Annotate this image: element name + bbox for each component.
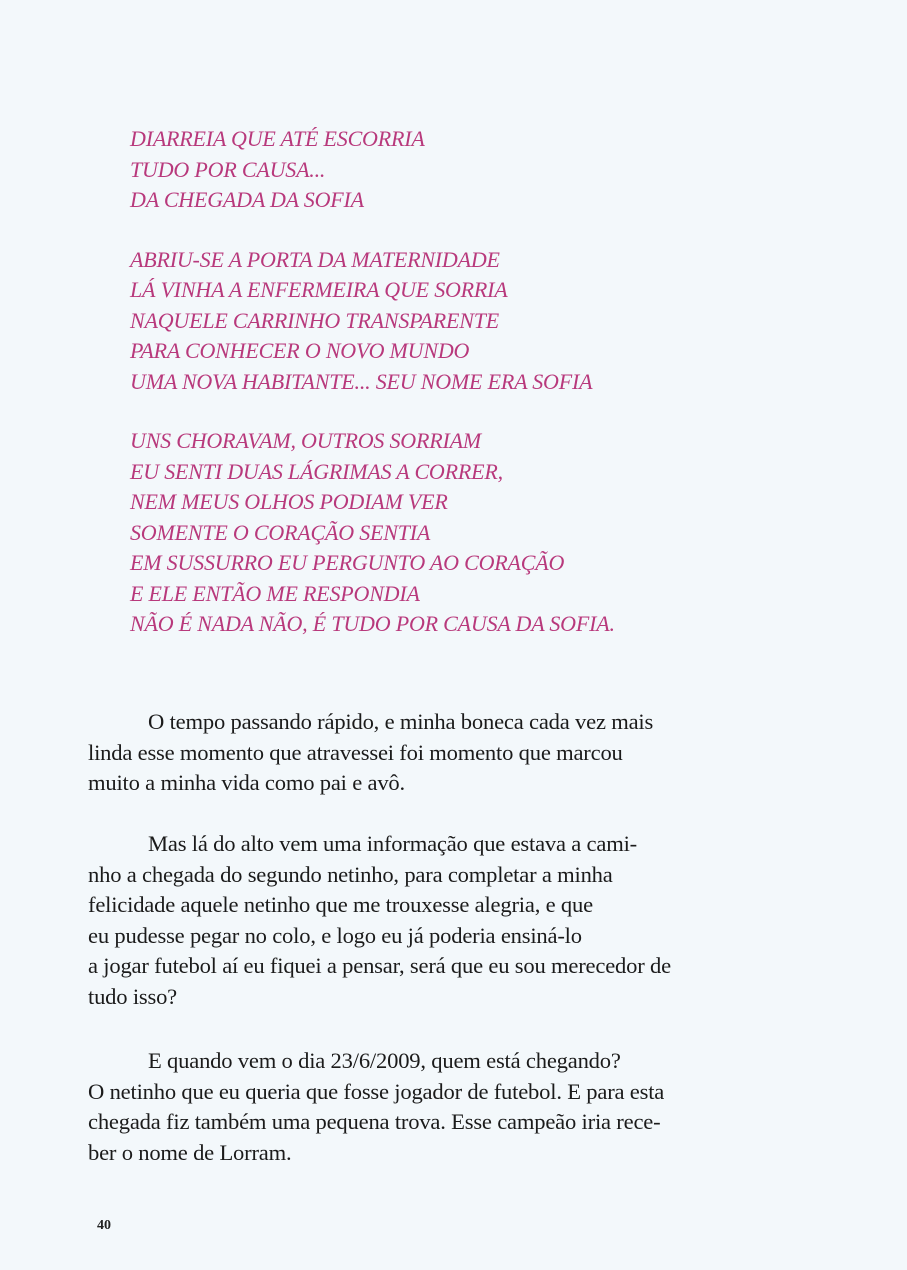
- paragraph-line: linda esse momento que atravessei foi momento que marcou: [88, 739, 623, 765]
- paragraph: [88, 707, 778, 799]
- poem-line: EM SUSSURRO EU PERGUNTO AO CORAÇÃO: [130, 550, 565, 575]
- poem-line: UNS CHORAVAM, OUTROS SORRIAM: [130, 428, 481, 453]
- paragraph-line: a jogar futebol aí eu fiquei a pensar, será que eu sou merecedor de: [88, 953, 671, 978]
- paragraph-line: ber o nome de Lorram.: [88, 1139, 292, 1165]
- page-number: 40: [97, 1218, 111, 1233]
- poem-line: DIARREIA QUE ATÉ ESCORRIA: [130, 126, 425, 151]
- poem-stanza: [130, 245, 830, 398]
- poem-stanza: [130, 124, 830, 216]
- poem-line: ABRIU-SE A PORTA DA MATERNIDADE: [130, 246, 500, 272]
- poem-line: DA CHEGADA DA SOFIA: [130, 187, 364, 212]
- poem-line: PARA CONHECER O NOVO MUNDO: [130, 338, 470, 363]
- paragraph-line: O netinho que eu queria que fosse jogador de futebol. E para esta: [88, 1078, 665, 1104]
- poem-line: EU SENTI DUAS LÁGRIMAS A CORRER,: [130, 458, 503, 484]
- paragraph-line: nho a chegada do segundo netinho, para completar a minha: [88, 861, 613, 887]
- paragraph: [88, 829, 778, 1012]
- paragraph-line: felicidade aquele netinho que me trouxesse alegria, e que: [88, 892, 593, 917]
- paragraph-line: tudo isso?: [88, 983, 178, 1009]
- paragraph-line: eu pudesse pegar no colo, e logo eu já poderia ensiná-lo: [88, 922, 582, 948]
- poem-stanza: [130, 426, 830, 640]
- paragraph-line: O tempo passando rápido, e minha boneca cada vez mais: [148, 709, 654, 734]
- paragraph: [88, 1046, 778, 1168]
- poem-line: NAQUELE CARRINHO TRANSPARENTE: [130, 307, 500, 333]
- paragraph-line: E quando vem o dia 23/6/2009, quem está chegando?: [148, 1048, 621, 1073]
- paragraph-line: muito a minha vida como pai e avô.: [88, 770, 405, 795]
- poem-line: NEM MEUS OLHOS PODIAM VER: [130, 489, 448, 514]
- paragraph-line: Mas lá do alto vem uma informação que estava a cami-: [148, 831, 637, 856]
- poem-line: LÁ VINHA A ENFERMEIRA QUE SORRIA: [130, 277, 508, 302]
- poem-line: SOMENTE O CORAÇÃO SENTIA: [130, 519, 431, 545]
- paragraph-line: chegada fiz também uma pequena trova. Esse campeão iria rece-: [88, 1109, 661, 1134]
- poem-line: TUDO POR CAUSA...: [130, 156, 326, 182]
- poem-line: NÃO É NADA NÃO, É TUDO POR CAUSA DA SOFIA.: [130, 611, 615, 636]
- poem: [130, 124, 830, 669]
- poem-line: UMA NOVA HABITANTE... SEU NOME ERA SOFIA: [130, 368, 593, 394]
- poem-line: E ELE ENTÃO ME RESPONDIA: [130, 580, 420, 606]
